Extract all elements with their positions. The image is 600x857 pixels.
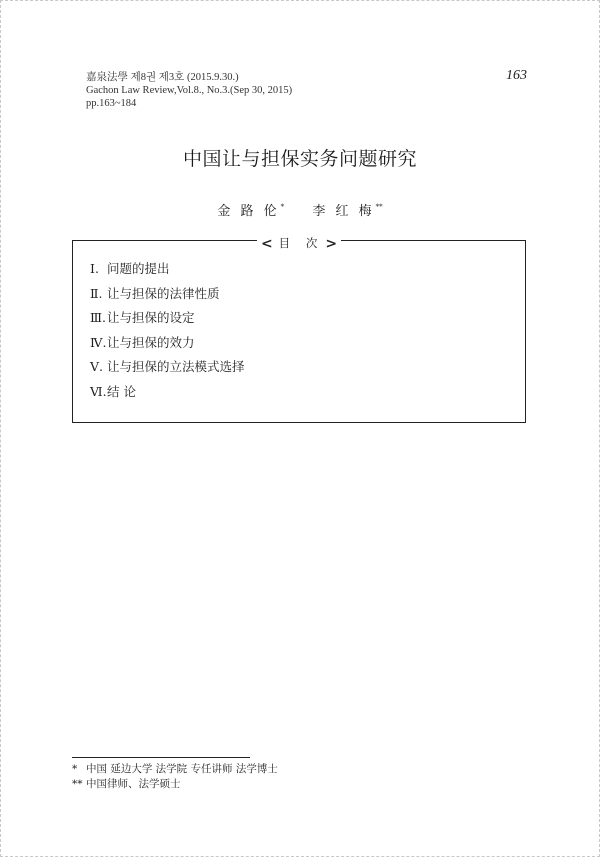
toc-item-text: 让与担保的设定 [107, 310, 195, 325]
toc-item [90, 355, 245, 380]
toc-item [90, 282, 245, 307]
toc-item-number: Ⅰ. [90, 261, 99, 276]
right-angle-bracket-icon: > [325, 236, 338, 252]
footnote-mark: ** [72, 778, 83, 790]
author-1 [217, 200, 284, 219]
table-of-contents [72, 236, 526, 423]
footnote [72, 762, 278, 777]
toc-item [90, 380, 245, 405]
paper-title: 中国让与担保实务问题研究 [182, 148, 417, 170]
toc-item-number: Ⅳ. [90, 334, 107, 350]
toc-item-number: Ⅱ. [90, 285, 103, 301]
toc-item-text: 让与担保的法律性质 [107, 285, 220, 301]
footnote [72, 777, 278, 792]
author-line [0, 200, 600, 219]
toc-item-number: Ⅵ. [90, 383, 107, 399]
footnote-text: 中国律师、法学硕士 [86, 778, 181, 790]
page-range: pp.163~184 [86, 98, 137, 109]
author-1-name: 金 路 伦 [217, 204, 280, 219]
page-number: 163 [506, 68, 527, 83]
left-angle-bracket-icon: < [260, 236, 273, 252]
footnote-text: 中国 延边大学 法学院 专任讲师 法学博士 [86, 763, 278, 775]
toc-heading [257, 235, 341, 252]
toc-item-text: 让与担保的立法模式选择 [107, 359, 245, 374]
toc-item-text: 问题的提出 [107, 261, 170, 276]
toc-item [90, 306, 245, 331]
toc-item-number: Ⅲ. [90, 310, 107, 325]
toc-item [90, 331, 245, 356]
toc-item-text: 让与担保的效力 [107, 334, 195, 350]
footnote-mark: * [72, 763, 78, 775]
toc-item [90, 257, 245, 282]
journal-line-korean: 嘉泉法學 제8권 제3호 (2015.9.30.) [86, 72, 239, 83]
author-2-footnote-mark: ** [375, 203, 383, 211]
journal-header [86, 71, 292, 110]
toc-item-number: Ⅴ. [90, 359, 104, 374]
toc-heading-text: 目 次 [278, 236, 324, 250]
toc-list [90, 257, 245, 404]
toc-item-text: 结 论 [107, 383, 136, 399]
journal-line-english: Gachon Law Review,Vol.8., No.3.(Sep 30, 2015) [86, 85, 293, 96]
author-2-name: 李 红 梅 [312, 204, 375, 219]
author-1-footnote-mark: * [280, 203, 285, 211]
footnotes [72, 762, 278, 792]
author-2 [312, 200, 382, 219]
footnote-divider [72, 757, 250, 758]
